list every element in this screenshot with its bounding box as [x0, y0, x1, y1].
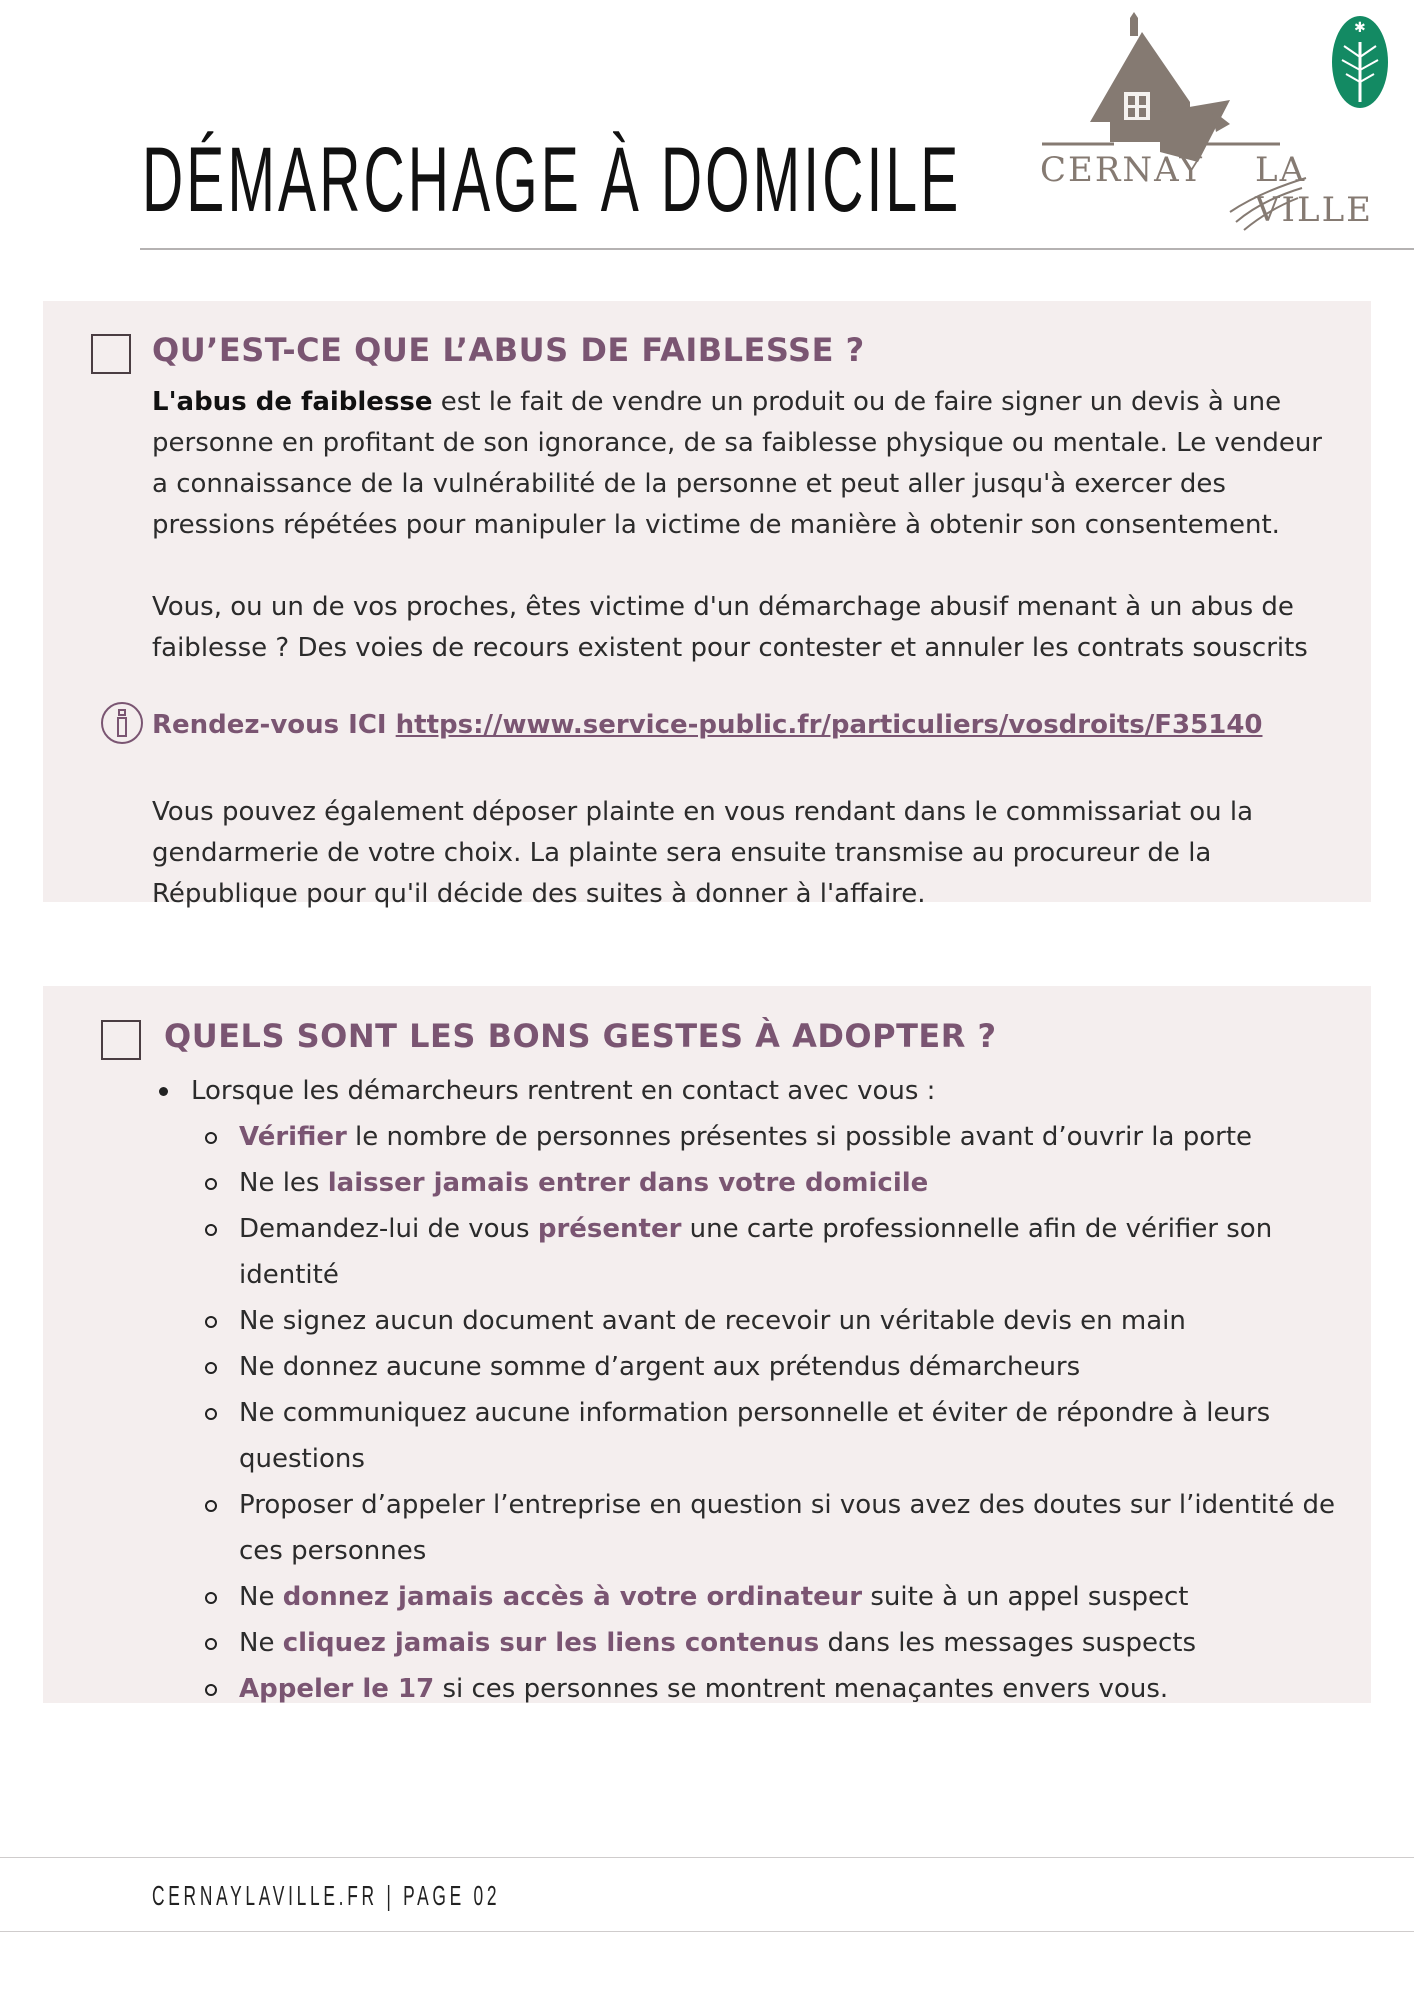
advice-item-pre: Proposer d’appeler l’entreprise en question si vous avez des doutes sur l’identité de ces personnes: [239, 1490, 1335, 1566]
advice-item: [153, 1160, 1355, 1206]
advice-item-post: dans les messages suspects: [819, 1628, 1196, 1658]
footer-divider-bottom: [0, 1931, 1414, 1932]
footer-divider-top: [0, 1857, 1414, 1858]
info-icon: [100, 701, 144, 745]
advice-item-hl: cliquez jamais sur les liens contenus: [282, 1628, 820, 1658]
advice-sublist: [175, 1114, 1355, 1712]
definition-text: est le fait de vendre un produit ou de faire signer un devis à une personne en profitant de son ignorance, de sa faiblesse physique ou mentale. Le vendeur a connaissance de la vulnérabilité de la personne et peut aller jusqu'à exercer des pressions répétées pour manipuler la victime de manière à obtenir son consentement.: [152, 387, 1322, 540]
advice-item: [153, 1206, 1355, 1298]
town-logo: [1030, 12, 1410, 242]
advice-item: [153, 1482, 1355, 1574]
page-title: DÉMARCHAGE À DOMICILE: [142, 129, 962, 231]
section1-checkbox-icon: [91, 334, 131, 374]
advice-item-pre: Ne donnez aucune somme d’argent aux prétendus démarcheurs: [239, 1352, 1081, 1382]
svg-text:✱: ✱: [1354, 20, 1366, 36]
header-divider: [140, 248, 1414, 250]
link-prefix: Rendez-vous ICI: [152, 710, 396, 740]
logo-text-la-ville: LA VILLE: [1255, 150, 1373, 230]
advice-item-hl: donnez jamais accès à votre ordinateur: [282, 1582, 863, 1612]
advice-item: [153, 1574, 1355, 1620]
logo-text-cernay: CERNAY: [1040, 150, 1204, 190]
section2-checkbox-icon: [101, 1020, 141, 1060]
advice-intro: Lorsque les démarcheurs rentrent en contact avec vous :: [153, 1068, 1355, 1114]
advice-item-post: suite à un appel suspect: [862, 1582, 1189, 1612]
advice-item-pre: Demandez-lui de vous: [239, 1214, 538, 1244]
section1-heading: QU’EST-CE QUE L’ABUS DE FAIBLESSE ?: [152, 331, 865, 369]
advice-item-post: une carte professionnelle afin de vérifier son identité: [239, 1214, 1273, 1290]
advice-item-pre: Ne: [239, 1582, 283, 1612]
advice-item-pre: Ne communiquez aucune information personnelle et éviter de répondre à leurs questions: [239, 1398, 1271, 1474]
section1-paragraph-recours: Vous, ou un de vos proches, êtes victime d'un démarchage abusif menant à un abus de faiblesse ? Des voies de recours existent pour contester et annuler les contrats souscrits: [152, 592, 1308, 663]
advice-item-hl: présenter: [537, 1214, 682, 1244]
advice-item: [153, 1298, 1355, 1344]
advice-item: [153, 1390, 1355, 1482]
advice-item: [153, 1114, 1355, 1160]
advice-item: [153, 1344, 1355, 1390]
advice-item-post: si ces personnes se montrent menaçantes envers vous.: [434, 1674, 1169, 1704]
advice-item-post: le nombre de personnes présentes si possible avant d’ouvrir la porte: [346, 1122, 1253, 1152]
section1-paragraph-definition: [152, 382, 1342, 546]
advice-item-pre: Ne les: [239, 1168, 328, 1198]
advice-item-pre: Ne signez aucun document avant de recevoir un véritable devis en main: [239, 1306, 1186, 1336]
term-abus-de-faiblesse: L'abus de faiblesse: [152, 387, 433, 417]
advice-item: [153, 1666, 1355, 1712]
section2-heading: QUELS SONT LES BONS GESTES À ADOPTER ?: [164, 1017, 997, 1055]
advice-item-hl: Vérifier: [239, 1122, 347, 1152]
service-public-link[interactable]: https://www.service-public.fr/particuliers/vosdroits/F35140: [395, 710, 1263, 740]
service-public-link-line: [152, 710, 1263, 740]
advice-item-hl: laisser jamais entrer dans votre domicile: [327, 1168, 929, 1198]
advice-item-pre: Ne: [239, 1628, 283, 1658]
advice-item: [153, 1620, 1355, 1666]
advice-item-hl: Appeler le 17: [239, 1674, 435, 1704]
advice-list: [175, 1068, 1355, 1712]
section1-paragraph-plainte: Vous pouvez également déposer plainte en vous rendant dans le commissariat ou la gendarmerie de votre choix. La plainte sera ensuite transmise au procureur de la République pour qu'il décide des suites à donner à l'affaire.: [152, 797, 1254, 909]
footer-text: CERNAYLAVILLE.FR | PAGE 02: [152, 1880, 501, 1911]
